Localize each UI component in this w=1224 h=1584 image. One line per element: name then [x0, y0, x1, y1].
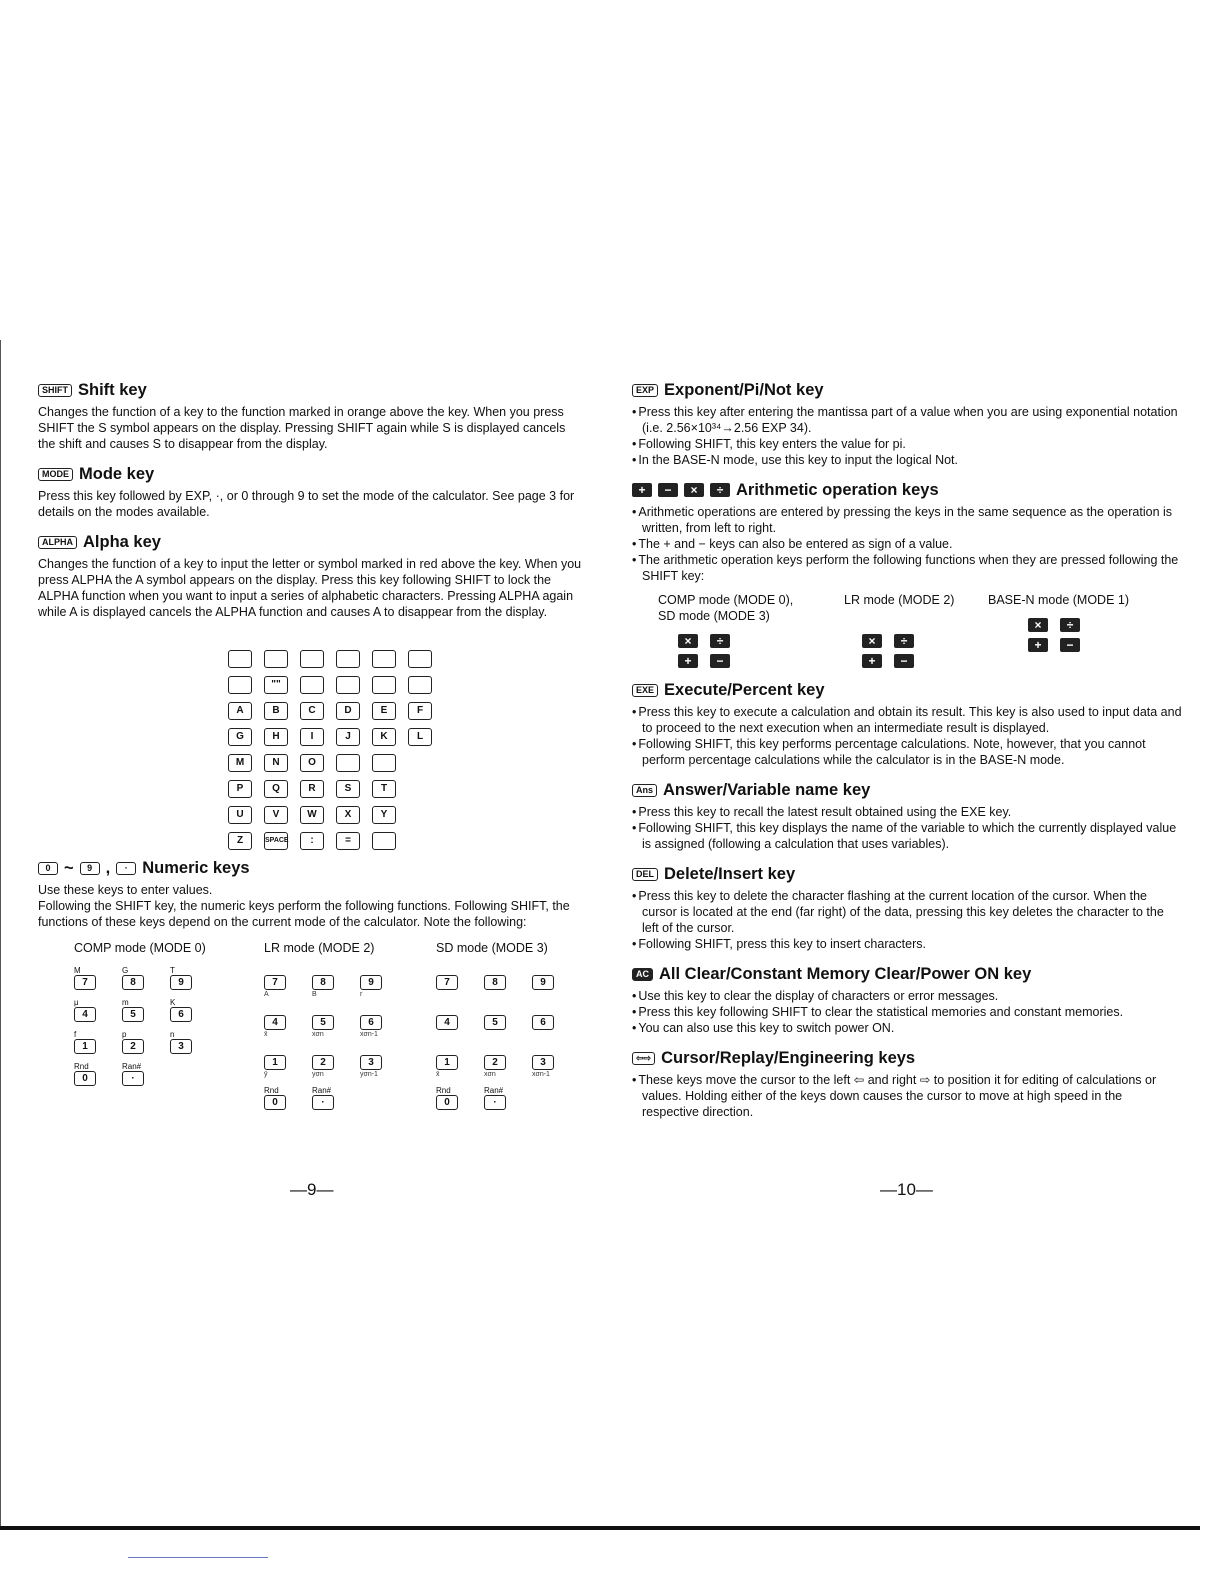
numeric-key: 3: [170, 1039, 192, 1054]
arith-comp-sd-column: [658, 592, 844, 668]
mode-key-body: Press this key followed by EXP, ·, or 0 through 9 to set the mode of the calculator. See page 3 for details on the modes available.: [38, 489, 575, 519]
lr-mode-title: LR mode (MODE 2): [264, 941, 375, 955]
plus-key-icon: +: [632, 483, 652, 497]
lr-mode-column: [264, 940, 436, 1118]
alpha-key: U: [228, 806, 252, 824]
numeric-key-cell: [484, 1086, 532, 1118]
numeric-key-cell: [74, 1030, 122, 1054]
arith-lr-keys: [862, 634, 988, 668]
alpha-key: R: [300, 780, 324, 798]
numeric-key-function: Rnd: [436, 1086, 451, 1095]
ac-bullet-1: • Use this key to clear the display of characters or error messages.: [632, 988, 1182, 1004]
numeric-key: 2: [122, 1039, 144, 1054]
ans-key-section: [632, 780, 1182, 852]
numeric-key-function: n: [170, 1030, 175, 1039]
divide-key-icon: ÷: [710, 483, 730, 497]
exe-key-icon: EXE: [632, 684, 658, 697]
alpha-key: K: [372, 728, 396, 746]
exp-bullet-1: • Press this key after entering the mantissa part of a value when you are using exponential notation (i.e. 2.56×10³⁴→2.56 EXP 34).: [632, 404, 1182, 436]
exe-key-heading: [632, 680, 1182, 700]
times-key-icon: ×: [678, 634, 698, 648]
minus-key-icon: −: [1060, 638, 1080, 652]
numeric-key-cell: [122, 1062, 170, 1086]
numeric-key-cell: [360, 1046, 408, 1078]
numeric-key: 1: [436, 1055, 458, 1070]
page-number-10: —10—: [880, 1180, 933, 1199]
exp-key-icon: EXP: [632, 384, 658, 397]
mode-key-section: [38, 464, 583, 520]
ans-bullet-1: • Press this key to recall the latest result obtained using the EXE key.: [632, 804, 1182, 820]
ac-key-title: All Clear/Constant Memory Clear/Power ON key: [659, 965, 1032, 983]
cursor-bullet-1: • These keys move the cursor to the left ⇦ and right ⇨ to position it for editing of calculations or values. Holding either of the keys down causes the cursor to move at high speed in the respective direction.: [632, 1072, 1182, 1120]
sd-key-grid: [436, 966, 580, 1118]
numeric-key-function: T: [170, 966, 175, 975]
numeric-key-cell: [532, 1046, 580, 1078]
shift-key-heading: [38, 380, 583, 400]
plus-key-icon: +: [862, 654, 882, 668]
alpha-key: H: [264, 728, 288, 746]
alpha-key: [372, 832, 396, 850]
arith-lr-mode: LR mode (MODE 2): [844, 593, 955, 607]
numeric-key-cell: [360, 966, 408, 998]
ac-key-section: [632, 964, 1182, 1036]
numeric-key: 6: [360, 1015, 382, 1030]
numeric-key: 0: [436, 1095, 458, 1110]
numeric-key: 1: [74, 1039, 96, 1054]
ans-key-icon: Ans: [632, 784, 657, 797]
alpha-key: L: [408, 728, 432, 746]
numeric-key: 5: [312, 1015, 334, 1030]
exe-key-title: Execute/Percent key: [664, 681, 825, 699]
alpha-key: =: [336, 832, 360, 850]
numeric-key: ·: [122, 1071, 144, 1086]
alpha-key: "": [264, 676, 288, 694]
page-edge-line: [0, 340, 1, 1530]
numeric-key-cell: [312, 1046, 360, 1078]
numeric-key: 7: [264, 975, 286, 990]
divide-key-icon: ÷: [710, 634, 730, 648]
divide-key-icon: ÷: [1060, 618, 1080, 632]
arith-base-column: [988, 592, 1129, 668]
alpha-key: O: [300, 754, 324, 772]
mode-key-icon: MODE: [38, 468, 73, 481]
ans-bullet-2: • Following SHIFT, this key displays the name of the variable to which the currently displayed value is assigned (following a calculation that uses variables).: [632, 820, 1182, 852]
numeric-key: 6: [170, 1007, 192, 1022]
alpha-key: B: [264, 702, 288, 720]
numeric-key-function: Ran#: [122, 1062, 142, 1071]
times-key-icon: ×: [684, 483, 704, 497]
arith-mode-table: [658, 592, 1182, 668]
arith-keys-section: [632, 480, 1182, 668]
page-9: [38, 380, 583, 1108]
alpha-key: P: [228, 780, 252, 798]
numeric-key-function: Ran#: [484, 1086, 504, 1095]
numeric-key-cell: [122, 966, 170, 990]
alpha-key: [300, 676, 324, 694]
alpha-key: Q: [264, 780, 288, 798]
numeric-key-cell: [312, 1006, 360, 1038]
alpha-key-section: [38, 532, 583, 620]
numeric-key-cell: [264, 966, 312, 998]
alpha-key-row: [228, 806, 432, 824]
del-bullet-1: • Press this key to delete the character flashing at the current location of the cursor. When the cursor is located at the end (far right) of the data, pressing this key deletes the character to the left of the cursor.: [632, 888, 1182, 936]
del-key-section: [632, 864, 1182, 952]
numeric-key: 8: [312, 975, 334, 990]
alpha-key-title: Alpha key: [83, 533, 161, 551]
numeric-key-cell: [532, 1006, 580, 1038]
alpha-key: [228, 650, 252, 668]
alpha-key: [372, 650, 396, 668]
del-key-heading: [632, 864, 1182, 884]
numeric-key-stat-label: yσn-1: [360, 1071, 378, 1078]
numeric-key: 2: [312, 1055, 334, 1070]
numeric-key-function: K: [170, 998, 176, 1007]
comma: ,: [105, 859, 111, 877]
numeric-key-cell: [436, 966, 484, 998]
numeric-key-stat-label: B: [312, 991, 317, 998]
exe-bullet-2: • Following SHIFT, this key performs percentage calculations. Note, however, that you cannot perform percentage calculations while the calculator is in the BASE-N mode.: [632, 736, 1182, 768]
bottom-rule: [0, 1526, 1200, 1530]
numeric-key-cell: [484, 966, 532, 998]
exe-key-section: [632, 680, 1182, 768]
numeric-key-function: G: [122, 966, 129, 975]
cursor-keys-heading: [632, 1048, 1182, 1068]
alpha-key-row: [228, 650, 432, 668]
alpha-key-row: [228, 754, 432, 772]
shift-key-icon: SHIFT: [38, 384, 72, 397]
exp-key-title: Exponent/Pi/Not key: [664, 381, 824, 399]
numeric-key-cell: [264, 1086, 312, 1118]
numeric-keys-title: Numeric keys: [142, 859, 250, 877]
numeric-key: 0: [264, 1095, 286, 1110]
numeric-key: 5: [484, 1015, 506, 1030]
numeric-key-stat-label: x̄: [436, 1071, 440, 1078]
arith-keys-heading: [632, 480, 1182, 500]
mode-key-title: Mode key: [79, 465, 155, 483]
del-key-title: Delete/Insert key: [664, 865, 796, 883]
alpha-key: N: [264, 754, 288, 772]
alpha-key: [372, 754, 396, 772]
numeric-key-function: μ: [74, 998, 79, 1007]
bottom-mark: [128, 1557, 268, 1558]
numeric-key-stat-label: r: [360, 991, 363, 998]
numeric-key: 8: [122, 975, 144, 990]
numeric-key-cell: [264, 1046, 312, 1078]
ac-bullet-2: • Press this key following SHIFT to clear the statistical memories and constant memories.: [632, 1004, 1182, 1020]
ac-bullet-3: • You can also use this key to switch power ON.: [632, 1020, 1182, 1036]
numeric-key: 3: [532, 1055, 554, 1070]
tilde: ~: [64, 859, 74, 877]
del-key-icon: DEL: [632, 868, 658, 881]
numeric-key: 3: [360, 1055, 382, 1070]
numeric-keys-heading: [38, 858, 583, 878]
alpha-key: [336, 754, 360, 772]
numeric-key: 2: [484, 1055, 506, 1070]
numeric-keys-section: [38, 858, 583, 1118]
numeric-key-cell: [484, 1046, 532, 1078]
alpha-key-grid: [228, 650, 432, 858]
shift-key-title: Shift key: [78, 381, 147, 399]
numeric-key: ·: [312, 1095, 334, 1110]
numeric-key-stat-label: x̄: [264, 1031, 268, 1038]
alpha-key: Y: [372, 806, 396, 824]
numeric-key-cell: [122, 998, 170, 1022]
numeric-key-stat-label: xσn-1: [360, 1031, 378, 1038]
exe-bullet-1: • Press this key to execute a calculation and obtain its result. This key is also used to input data and to proceed to the next execution when an intermediate result is displayed.: [632, 704, 1182, 736]
alpha-key: [336, 676, 360, 694]
numeric-key-function: Ran#: [312, 1086, 332, 1095]
plus-key-icon: +: [1028, 638, 1048, 652]
shift-key-body: Changes the function of a key to the function marked in orange above the key. When you press SHIFT the S symbol appears on the display. Pressing SHIFT again while S is displayed cancels the shift and causes S to disappear from the display.: [38, 405, 566, 451]
numeric-key-function: Rnd: [264, 1086, 279, 1095]
arith-base-keys: [1028, 618, 1129, 652]
alpha-key-heading: [38, 532, 583, 552]
numeric-key-function: M: [74, 966, 81, 975]
numeric-key-cell: [74, 966, 122, 990]
numeric-key: 4: [264, 1015, 286, 1030]
ac-key-icon: AC: [632, 968, 653, 981]
comp-key-grid: [74, 966, 264, 1086]
numeric-key-cell: [532, 966, 580, 998]
cursor-keys-title: Cursor/Replay/Engineering keys: [661, 1049, 916, 1067]
key-dot-icon: ·: [116, 862, 136, 875]
numeric-key-cell: [74, 998, 122, 1022]
ac-key-heading: [632, 964, 1182, 984]
divide-key-icon: ÷: [894, 634, 914, 648]
numeric-key-cell: [74, 1062, 122, 1086]
shift-key-section: [38, 380, 583, 452]
alpha-key: Z: [228, 832, 252, 850]
alpha-key-icon: ALPHA: [38, 536, 77, 549]
alpha-key: I: [300, 728, 324, 746]
numeric-key: 7: [74, 975, 96, 990]
numeric-key-stat-label: xσn: [484, 1071, 496, 1078]
numeric-line-2: Following the SHIFT key, the numeric keys perform the following functions. Following SHIFT, the functions of these keys depend on the current mode of the calculator. Note the following:: [38, 899, 570, 929]
alpha-key: W: [300, 806, 324, 824]
numeric-key-cell: [436, 1006, 484, 1038]
arith-keys-title: Arithmetic operation keys: [736, 481, 939, 499]
numeric-key-cell: [122, 1030, 170, 1054]
key-0-icon: 0: [38, 862, 58, 875]
ans-key-heading: [632, 780, 1182, 800]
minus-key-icon: −: [710, 654, 730, 668]
exp-bullet-3: • In the BASE-N mode, use this key to input the logical Not.: [632, 452, 1182, 468]
numeric-key: 0: [74, 1071, 96, 1086]
exp-key-heading: [632, 380, 1182, 400]
alpha-key: [408, 676, 432, 694]
alpha-key: A: [228, 702, 252, 720]
key-9-icon: 9: [80, 862, 100, 875]
numeric-key: ·: [484, 1095, 506, 1110]
numeric-key-function: p: [122, 1030, 127, 1039]
alpha-key: [408, 650, 432, 668]
lr-key-grid: [264, 966, 436, 1118]
numeric-key: 1: [264, 1055, 286, 1070]
comp-mode-title: COMP mode (MODE 0): [74, 941, 206, 955]
arith-bullet-3: • The arithmetic operation keys perform the following functions when they are pressed following the SHIFT key:: [632, 552, 1182, 584]
numeric-key-cell: [170, 966, 218, 990]
numeric-key: 9: [360, 975, 382, 990]
alpha-key-row: [228, 728, 432, 746]
numeric-key-function: f: [74, 1030, 77, 1039]
cursor-keys-section: [632, 1048, 1182, 1120]
numeric-key-stat-label: ȳ: [264, 1071, 268, 1078]
minus-key-icon: −: [894, 654, 914, 668]
alpha-key-body: Changes the function of a key to input the letter or symbol marked in red above the key. When you press ALPHA the A symbol appears on the display. Press this key following SHIFT to lock the ALPHA function when you want to input a series of alphabetic characters. Pressing ALPHA again while A is displayed cancels the ALPHA function and causes A to disappear from the display.: [38, 557, 582, 619]
numeric-key: 8: [484, 975, 506, 990]
numeric-key-stat-label: yσn: [312, 1071, 324, 1078]
numeric-key-function: m: [122, 998, 129, 1007]
alpha-key: V: [264, 806, 288, 824]
alpha-key: SPACE: [264, 832, 288, 850]
alpha-key: M: [228, 754, 252, 772]
arith-bullet-1: • Arithmetic operations are entered by pressing the keys in the same sequence as the operation is written, from left to right.: [632, 504, 1182, 536]
numeric-modes: [38, 940, 583, 1118]
alpha-key-row: [228, 702, 432, 720]
arith-sd-mode: SD mode (MODE 3): [658, 609, 770, 623]
numeric-key-cell: [436, 1046, 484, 1078]
mode-key-heading: [38, 464, 583, 484]
numeric-key: 4: [74, 1007, 96, 1022]
alpha-key: [300, 650, 324, 668]
alpha-key: C: [300, 702, 324, 720]
numeric-key-cell: [436, 1086, 484, 1118]
numeric-key: 9: [170, 975, 192, 990]
numeric-line-1: Use these keys to enter values.: [38, 883, 213, 897]
ans-key-title: Answer/Variable name key: [663, 781, 871, 799]
numeric-key-cell: [170, 1030, 218, 1054]
comp-mode-column: [38, 940, 264, 1118]
alpha-key: [228, 676, 252, 694]
numeric-key: 9: [532, 975, 554, 990]
times-key-icon: ×: [862, 634, 882, 648]
alpha-key: F: [408, 702, 432, 720]
arith-comp-keys: [678, 634, 844, 668]
sd-mode-column: [436, 940, 580, 1118]
exp-key-section: [632, 380, 1182, 468]
minus-key-icon: −: [658, 483, 678, 497]
arith-lr-column: [844, 592, 988, 668]
numeric-key-cell: [312, 1086, 360, 1118]
numeric-key-cell: [312, 966, 363, 998]
alpha-key: X: [336, 806, 360, 824]
sd-mode-title: SD mode (MODE 3): [436, 941, 548, 955]
times-key-icon: ×: [1028, 618, 1048, 632]
alpha-key-row: [228, 780, 432, 798]
numeric-key-cell: [484, 1006, 532, 1038]
alpha-key: J: [336, 728, 360, 746]
alpha-key: :: [300, 832, 324, 850]
page-10: [632, 380, 1182, 1132]
numeric-key-stat-label: xσn-1: [532, 1071, 550, 1078]
cursor-keys-icon: ⇦⇨: [632, 1052, 655, 1065]
exp-bullet-2: • Following SHIFT, this key enters the value for pi.: [632, 436, 1182, 452]
numeric-key-stat-label: A: [264, 991, 269, 998]
alpha-key-row: [228, 832, 432, 850]
alpha-key: S: [336, 780, 360, 798]
numeric-key-cell: [360, 1006, 408, 1038]
del-bullet-2: • Following SHIFT, press this key to insert characters.: [632, 936, 1182, 952]
alpha-key: [264, 650, 288, 668]
numeric-key-cell: [264, 1006, 312, 1038]
numeric-key: 5: [122, 1007, 144, 1022]
page-number-9: —9—: [290, 1180, 334, 1199]
alpha-key: [336, 650, 360, 668]
alpha-key: T: [372, 780, 396, 798]
arith-bullet-2: • The + and − keys can also be entered as sign of a value.: [632, 536, 1182, 552]
alpha-key-row: [228, 676, 432, 694]
alpha-key: G: [228, 728, 252, 746]
alpha-key: D: [336, 702, 360, 720]
numeric-key: 4: [436, 1015, 458, 1030]
alpha-key: E: [372, 702, 396, 720]
arith-base-mode: BASE-N mode (MODE 1): [988, 593, 1130, 607]
numeric-key: 6: [532, 1015, 554, 1030]
arith-comp-mode: COMP mode (MODE 0),: [658, 593, 794, 607]
numeric-key-stat-label: xσn: [312, 1031, 324, 1038]
plus-key-icon: +: [678, 654, 698, 668]
numeric-key-function: Rnd: [74, 1062, 89, 1071]
alpha-key: [372, 676, 396, 694]
numeric-key: 7: [436, 975, 458, 990]
numeric-key-cell: [170, 998, 218, 1022]
